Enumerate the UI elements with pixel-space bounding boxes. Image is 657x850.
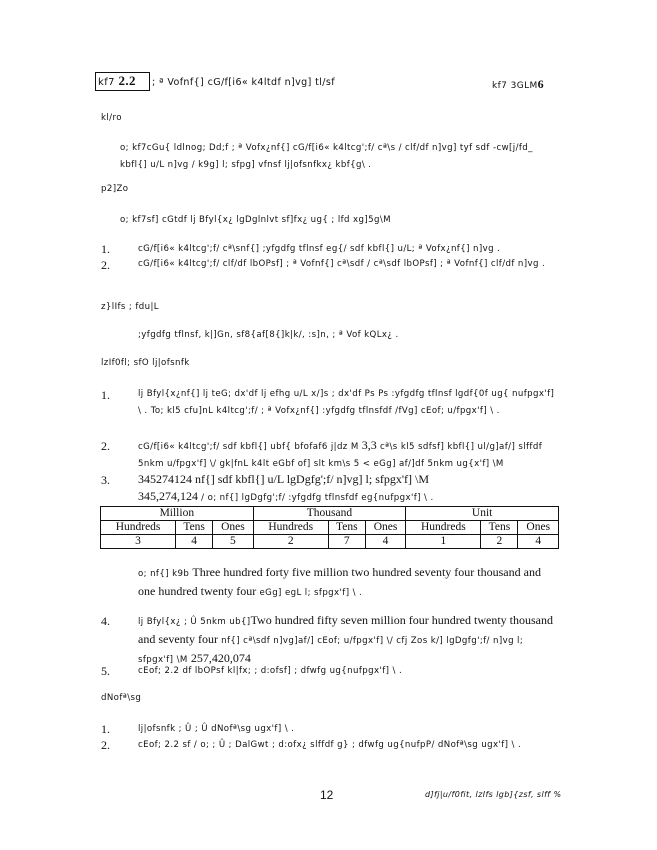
digit-cell: 4: [365, 535, 405, 549]
activity-1-number: 1.: [101, 388, 110, 402]
materials-heading: z}lIfs ; fdu|L: [101, 302, 159, 312]
lesson-number: 2.2: [118, 73, 136, 88]
activity-4-prefix: lj Bfyl{x¿ ; Û 5nkm ub{]: [138, 617, 251, 627]
activity-2-inline-number: 3,3: [361, 438, 377, 452]
activity-1-text: lj Bfyl{x¿nf{] lj teG; dx'df lj efhg u/L x/]s ; dx'df Ps Ps :yfgdfg tflnsf lgdf{0f ug{ nufpgx'f] \ . To; kl5 cfu]nL k4ltcg';f/ ; ª Vofx¿nf{] :yfgdfg tflnsfdf /fVg] cEof; u/fpgx'f] \ .: [138, 389, 555, 416]
col-header: Tens: [176, 521, 213, 535]
activity-4-number: 4.: [101, 614, 110, 628]
col-header: Hundreds: [406, 521, 481, 535]
objective-1-text: cG/f[i6« k4ltcg';f/ cª\snf{] ;yfgdfg tflnsf eg{/ sdf kbfl{] u/L; ª Vofx¿nf{] n]vg .: [138, 244, 501, 254]
table-header-row: [101, 521, 559, 535]
activity-2-text-a: cG/f[i6« k4ltcg';f/ sdf kbfl{] ubf{ bfofaf6 j|dz M: [138, 442, 359, 452]
activities-heading: lzIf0fl; sfO lj|ofsnfk: [101, 358, 190, 368]
activity-3-line1-text: 345274124 nf{] sdf kbfl{] u/L lgDgfg';f/ n]vg] l; sfpgx'f] \M: [138, 472, 430, 486]
col-header: Ones: [518, 521, 559, 535]
activity-2-number: 2.: [101, 439, 110, 453]
group-unit: Unit: [406, 507, 559, 521]
table-digit-row: [101, 535, 559, 549]
page-number: 12: [320, 788, 334, 802]
col-header: Ones: [213, 521, 253, 535]
lesson-label: [98, 73, 136, 89]
digit-cell: 4: [176, 535, 213, 549]
after-table-suffix: eGg] egL l; sfpgx'f] \ .: [259, 588, 363, 598]
col-header: Hundreds: [101, 521, 176, 535]
objectives-lead: o; kf7sf] cGtdf lj Bfyl{x¿ lgDglnlvt sf]fx¿ ug{ ; lfd xg]5g\M: [120, 215, 391, 225]
digit-cell: 1: [406, 535, 481, 549]
digit-cell: 3: [101, 535, 176, 549]
digit-cell: 2: [253, 535, 328, 549]
table-group-row: [101, 507, 559, 521]
footer-text: d]fj|u/f0fit, lzIfs lgb]{zsf, slff %: [425, 790, 562, 799]
digit-cell: 7: [328, 535, 365, 549]
objective-2-text: cG/f[i6« k4ltcg';f/ clf/df lbOPsf] ; ª Vofnf{] cª\sdf / cª\sdf lbOPsf] ; ª Vofnf{] clf/df n]vg .: [138, 259, 546, 269]
lesson-title: ; ª Vofnf{] cG/f[i6« k4ltdf n]vg] tl/sf: [152, 77, 335, 88]
lesson-period: [492, 77, 544, 92]
after-table-prefix: o; nf{] k9b: [138, 569, 190, 579]
col-header: Hundreds: [253, 521, 328, 535]
digit-cell: 5: [213, 535, 253, 549]
period-number: 6: [537, 77, 544, 91]
objective-1-number: 1.: [101, 242, 110, 256]
activity-3-line2: [138, 489, 434, 504]
activity-4-text: [138, 612, 558, 669]
evaluation-2-text: cEof; 2.2 sf / o; ; Û ; DalGwt ; d:ofx¿ slffdf g} ; dfwfg ug{nufpP/ dNofª\sg ugx'f] \ .: [138, 740, 522, 750]
group-thousand: Thousand: [253, 507, 406, 521]
intro-heading: kl/ro: [101, 113, 122, 123]
evaluation-1-text: lj|ofsnfk ; Û ; Û dNofª\sg ugx'f] \ .: [138, 724, 295, 734]
intro-paragraph: o; kf7cGu{ ldlnog; Dd;f ; ª Vofx¿nf{] cG/f[i6« k4ltcg';f/ cª\s / clf/df n]vg] tyf sdf -cw[j/fd_ kbfl{] u/L n]vg / k9g] l; sfpg] vfnsf lj|ofsnfkx¿ kbf{g\ .: [120, 143, 533, 170]
after-table-paragraph: [138, 564, 558, 602]
evaluation-1-number: 1.: [101, 722, 110, 736]
number-in-words: Three hundred forty five million two hundred seventy four thousand and one hundred twenty four: [138, 565, 541, 598]
objectives-heading: p2]Zo: [101, 184, 129, 194]
activity-2-text: [138, 437, 558, 473]
activity-4-body: nf{] cª\sdf n]vg]af/] cEof; u/fpgx'f] \/ cfj Zos k/] lgDgfg';f/ n]vg l; sfpgx'f] \M: [138, 636, 524, 665]
activity-5-number: 5.: [101, 664, 110, 678]
activity-5-text: cEof; 2.2 df lbOPsf kl|fx; ; d:ofsf] ; dfwfg ug{nufpgx'f] \ .: [138, 666, 403, 676]
activity-3-line2-text: / o; nf{] lgDgfg';f/ :yfgdfg tflnsfdf eg{nufpgx'f] \ .: [201, 493, 434, 503]
materials-text: ;yfgdfg tflnsf, k|]Gn, sf8{af[8{]k|k/, :s]n, ; ª Vof kQLx¿ .: [138, 330, 399, 340]
evaluation-2-number: 2.: [101, 738, 110, 752]
col-header: Tens: [481, 521, 518, 535]
activity-2-text-b: cª\s kl5 sdfsf] kbfl{] ul/g]af/] slffdf 5nkm u/fpgx'f] \/ gk|fnL k4lt eGbf of] slt km\s 5 < eGg] af/]df 5nkm ug{x'f] \M: [138, 442, 543, 469]
activity-3-formatted-number: 345,274,124: [138, 489, 198, 503]
activity-3-number: 3.: [101, 473, 110, 487]
col-header: Ones: [365, 521, 405, 535]
activity-4-words: Two hundred fifty seven million four hundred twenty thousand and seventy four: [138, 613, 553, 646]
digit-cell: 2: [481, 535, 518, 549]
col-header: Tens: [328, 521, 365, 535]
place-value-table: [100, 506, 559, 549]
activity-4-number-value: 257,420,074: [190, 651, 251, 665]
lesson-prefix: kf7: [98, 77, 115, 88]
group-million: Million: [101, 507, 254, 521]
activity-3-line1: [138, 472, 429, 487]
period-prefix: kf7 3GLM: [492, 81, 538, 91]
evaluation-heading: dNofª\sg: [101, 693, 142, 703]
digit-cell: 4: [518, 535, 559, 549]
objective-2-number: 2.: [101, 258, 110, 272]
